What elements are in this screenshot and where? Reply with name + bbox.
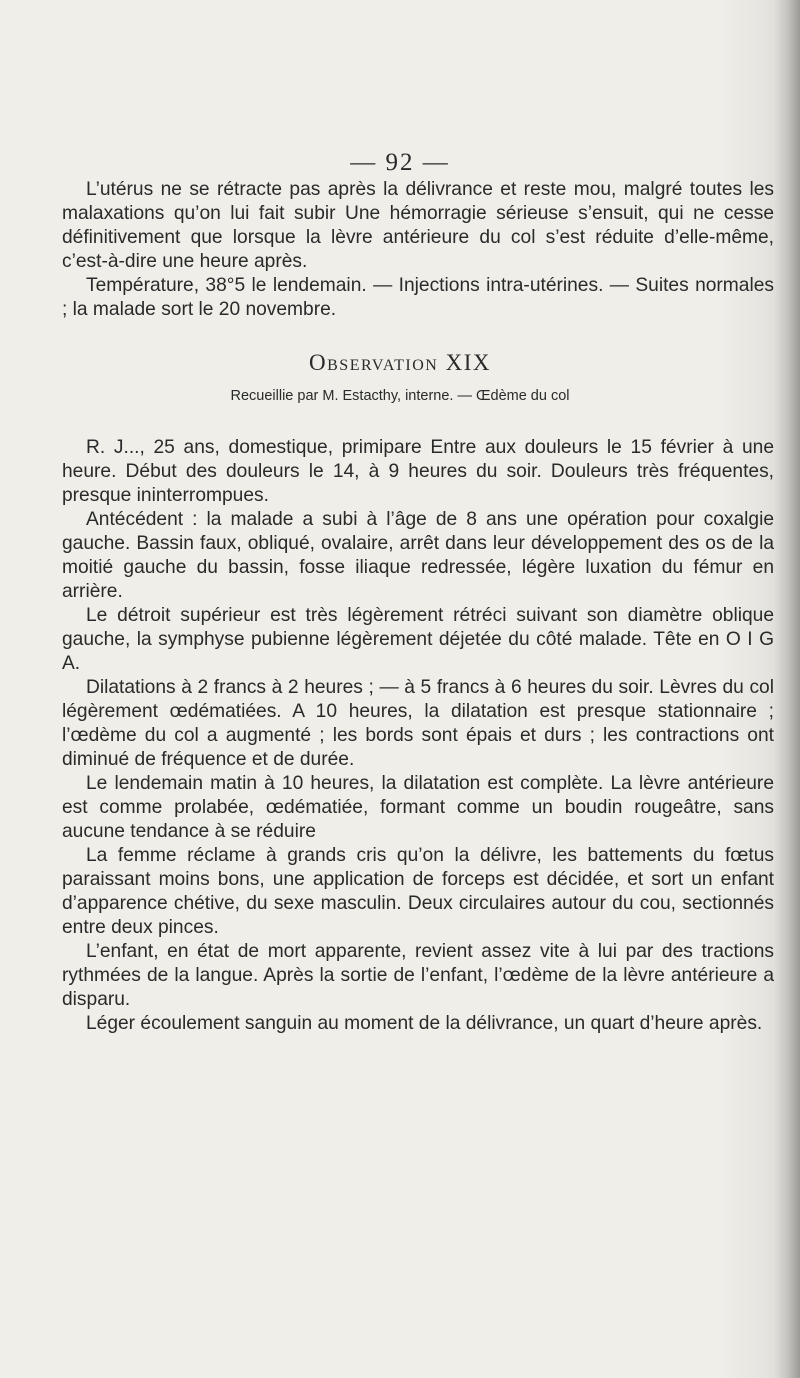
paragraph: Le détroit supérieur est très légèrement rétréci suivant son diamètre oblique gauche, la symphyse pubienne légèrement déjetée du côté malade. Tête en O I G A. xyxy=(62,605,774,674)
page-edge-shadow xyxy=(774,0,800,1378)
paragraph: Dilatations à 2 francs à 2 heures ; — à 5 francs à 6 heures du soir. Lèvres du col légèrement œdématiées. A 10 heures, la dilatation est presque stationnaire ; l’œdème du col a augmenté ; les bords sont épais et durs ; les contractions ont diminué de fréquence et de durée. xyxy=(62,677,774,770)
paragraph: Le lendemain matin à 10 heures, la dilatation est complète. La lèvre antérieure est comme prolabée, œdématiée, formant comme un boudin rougeâtre, sans aucune tendance à se réduire xyxy=(62,773,774,842)
paragraph: L’enfant, en état de mort apparente, revient assez vite à lui par des tractions rythmées de la langue. Après la sortie de l’enfant, l’œdème de la lèvre antérieure a disparu. xyxy=(62,941,774,1010)
paragraph: R. J..., 25 ans, domestique, primipare Entre aux douleurs le 15 février à une heure. Début des douleurs le 14, à 9 heures du soir. Douleurs très fréquentes, presque ininterrompues. xyxy=(62,437,774,506)
observation-subtitle: Recueillie par M. Estacthy, interne. — Œdème du col xyxy=(230,388,570,404)
intro-text xyxy=(62,178,774,322)
paragraph: Léger écoulement sanguin au moment de la délivrance, un quart d’heure après. xyxy=(86,1013,763,1034)
observation-title: Observation XIX xyxy=(309,350,491,375)
observation-text xyxy=(62,436,774,1036)
paragraph: La femme réclame à grands cris qu’on la délivre, les battements du fœtus paraissant moins bons, une application de forceps est décidée, et sort un enfant d’apparence chétive, du sexe masculin. Deux circulaires autour du cou, sectionnés entre deux pinces. xyxy=(62,845,774,938)
page-number: — 92 — xyxy=(350,149,450,176)
paragraph: Température, 38°5 le lendemain. — Injections intra-utérines. — Suites normales ; la malade sort le 20 novembre. xyxy=(62,275,774,320)
paragraph: L’utérus ne se rétracte pas après la délivrance et reste mou, malgré toutes les malaxations qu’on lui fait subir Une hémorragie sérieuse s’ensuit, qui ne cesse définitivement que lorsque la lèvre antérieure du col s’est réduite d’elle-même, c’est-à-dire une heure après. xyxy=(62,179,774,272)
paragraph: Antécédent : la malade a subi à l’âge de 8 ans une opération pour coxalgie gauche. Bassin faux, obliqué, ovalaire, arrêt dans leur développement des os de la moitié gauche du bassin, fosse iliaque redressée, légère luxation du fémur en arrière. xyxy=(62,509,774,602)
